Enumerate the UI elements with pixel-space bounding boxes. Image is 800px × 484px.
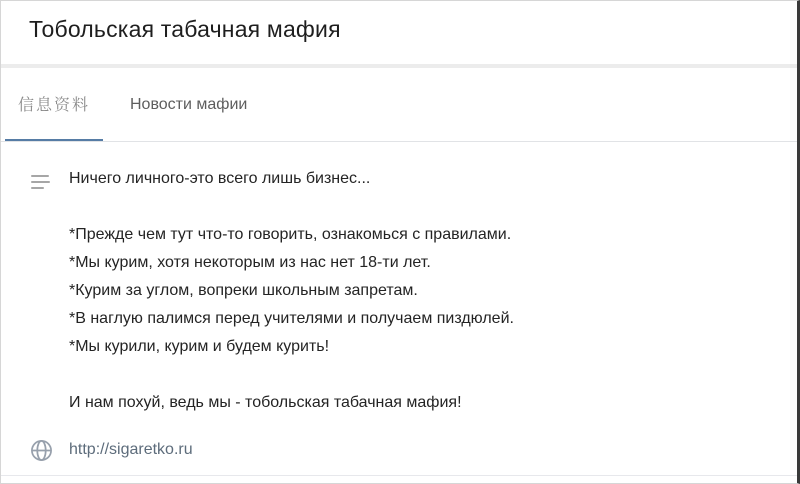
tab-news-label: Новости мафии	[130, 96, 248, 113]
description-line: *Мы курим, хотя некоторым из нас нет 18-ти лет.	[69, 254, 431, 271]
globe-icon	[30, 439, 53, 462]
bottom-divider	[1, 475, 797, 476]
description-line: И нам похуй, ведь мы - тобольская табачная мафия!	[69, 394, 462, 411]
group-description-section	[1, 142, 797, 483]
description-line: *Мы курили, курим и будем курить!	[69, 338, 330, 355]
description-line: *Прежде чем тут что-то говорить, ознакомься с правилами.	[69, 226, 512, 243]
page-title: Тобольская табачная мафия	[29, 16, 341, 42]
tab-news[interactable]	[117, 68, 260, 142]
tab-info-label: 信息资料	[18, 97, 91, 114]
description-line: Ничего личного-это всего лишь бизнес...	[69, 170, 371, 187]
description-line: *Курим за углом, вопреки школьным запретам.	[69, 282, 418, 299]
tab-bar	[1, 68, 797, 142]
group-header	[1, 1, 797, 64]
website-row	[1, 435, 797, 467]
website-link[interactable]: http://sigaretko.ru	[69, 441, 193, 458]
description-line	[69, 361, 514, 389]
description-line	[69, 193, 514, 221]
group-description	[69, 165, 514, 417]
description-line: *В наглую палимся перед учителями и получаем пиздюлей.	[69, 310, 514, 327]
text-lines-icon	[31, 175, 50, 191]
tab-info[interactable]	[5, 68, 103, 142]
